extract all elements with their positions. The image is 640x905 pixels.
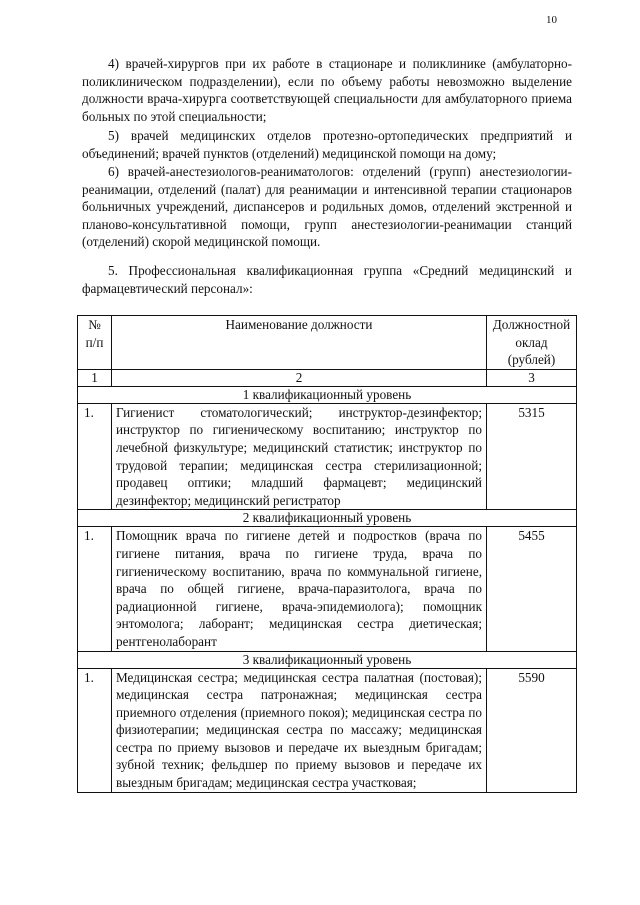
row-number: 1. [78,403,112,510]
paragraph-anesthesiologists: 6) врачей-анестезиологов-реаниматологов: отделений (групп) анестезиологии-реанимации, отделений (палат) для реанимации и интенсивной терапии стационаров больничных учреждений, диспансеров и родильных домов, отделений экстренной и планово-консультативной помощи, групп анестезиологии-реанимации станций (отделений) скорой медицинской помощи. [82,164,572,250]
table-row [78,403,577,510]
qualification-table [77,315,577,793]
level-title: 2 квалификационный уровень [78,510,577,527]
column-index-2: 2 [112,369,487,386]
table-row [78,527,577,651]
row-positions: Медицинская сестра; медицинская сестра палатная (постовая); медицинская сестра патронажная; медицинская сестра приемного отделения (приемного покоя); медицинская сестра по физиотерапии; медицинская сестра по массажу; медицинская сестра по приему вызовов и передаче их выездным бригадам; зубной техник; фельдшер по приему вызовов и передаче их выездным бригадам; медицинская сестра участковая; [112,668,487,792]
row-positions: Гигиенист стоматологический; инструктор-дезинфектор; инструктор по гигиеническому воспитанию; инструктор по лечебной физкультуре; медицинский статистик; инструктор по трудовой терапии; медицинская сестра стерилизационной; продавец оптики; младший фармацевт; медицинский дезинфектор; медицинский регистратор [112,403,487,510]
level-title: 3 квалификационный уровень [78,651,577,668]
header-salary: Должностной оклад (рублей) [487,316,577,370]
paragraph-surgeons: 4) врачей-хирургов при их работе в стационаре и поликлинике (амбулаторно-поликлиническом подразделении), если по объему работы невозможно выделение должности врача-хирурга соответствующей специальности для амбулаторного приема больных по этой специальности; [82,56,572,124]
row-salary: 5455 [487,527,577,651]
column-index-3: 3 [487,369,577,386]
level-title: 1 квалификационный уровень [78,386,577,403]
row-salary: 5315 [487,403,577,510]
column-index-row [78,369,577,386]
row-salary: 5590 [487,668,577,792]
level-title-row [78,386,577,403]
header-number: № п/п [78,316,112,370]
level-title-row [78,510,577,527]
paragraph-prosthetic-doctors: 5) врачей медицинских отделов протезно-ортопедических предприятий и объединений; врачей пунктов (отделений) медицинской помощи на дому; [82,128,572,161]
row-number: 1. [78,527,112,651]
level-title-row [78,651,577,668]
row-positions: Помощник врача по гигиене детей и подростков (врача по гигиене питания, врача по гигиене труда, врача по гигиеническому воспитанию, врача по коммунальной гигиене, врача по общей гигиене, врача-паразитолога, врача по радиационной гигиене, врача-эпидемиолога); помощник энтомолога; лаборант; медицинская сестра диетическая; рентгенолаборант [112,527,487,651]
header-position-name: Наименование должности [112,316,487,370]
table-row [78,668,577,792]
paragraph-group-heading: 5. Профессиональная квалификационная группа «Средний медицинский и фармацевтический персонал»: [82,263,572,296]
row-number: 1. [78,668,112,792]
table-header-row [78,316,577,370]
column-index-1: 1 [78,369,112,386]
page-number: 10 [546,14,557,26]
